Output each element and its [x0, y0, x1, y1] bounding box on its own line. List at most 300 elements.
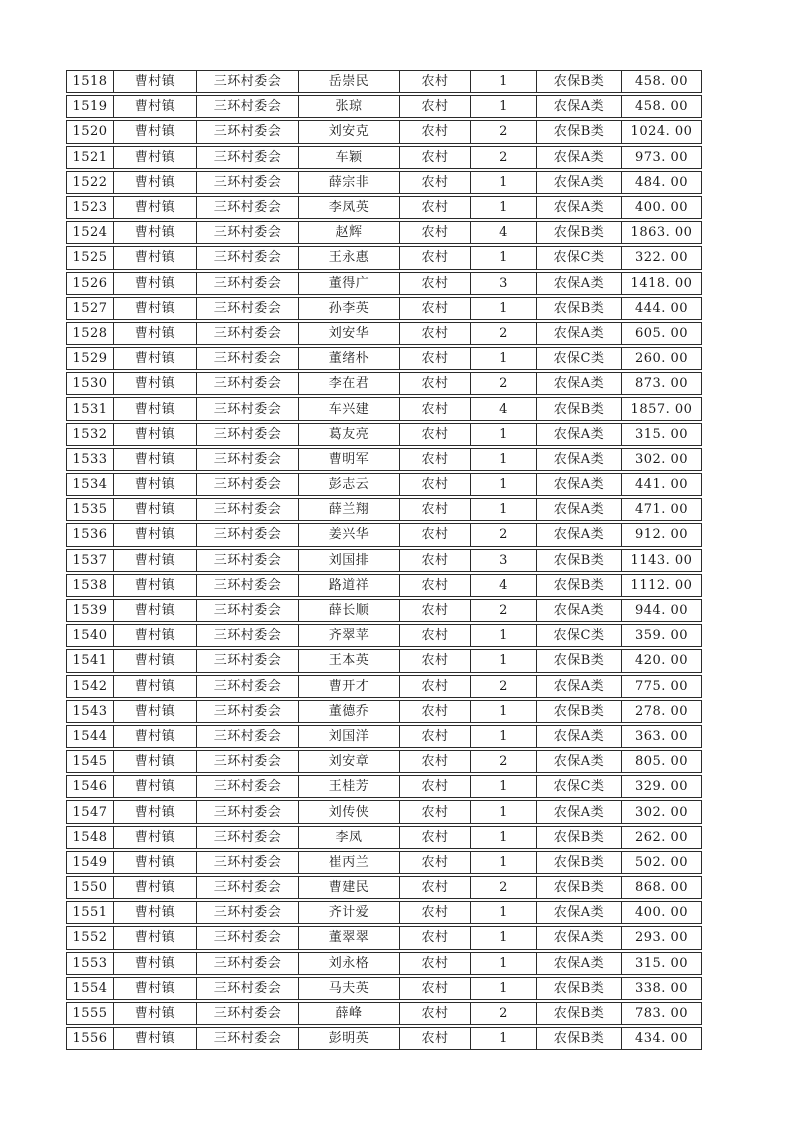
cell-residence: 农村 — [399, 222, 470, 243]
cell-category: 农保A类 — [536, 323, 621, 344]
cell-count: 1 — [470, 902, 536, 923]
cell-category: 农保B类 — [536, 575, 621, 596]
cell-residence: 农村 — [399, 424, 470, 445]
cell-town: 曹村镇 — [113, 247, 196, 268]
cell-residence: 农村 — [399, 1003, 470, 1024]
cell-name: 刘安华 — [298, 323, 399, 344]
cell-amount: 262. 00 — [621, 827, 701, 848]
cell-town: 曹村镇 — [113, 625, 196, 646]
cell-village: 三环村委会 — [196, 650, 298, 671]
cell-residence: 农村 — [399, 625, 470, 646]
cell-name: 薛长顺 — [298, 600, 399, 621]
cell-count: 2 — [470, 676, 536, 697]
cell-category: 农保B类 — [536, 550, 621, 571]
table-row — [66, 120, 702, 143]
table-row — [66, 473, 702, 496]
cell-amount: 471. 00 — [621, 499, 701, 520]
cell-amount: 278. 00 — [621, 701, 701, 722]
cell-village: 三环村委会 — [196, 121, 298, 142]
cell-name: 刘安克 — [298, 121, 399, 142]
cell-amount: 400. 00 — [621, 902, 701, 923]
cell-amount: 805. 00 — [621, 751, 701, 772]
table-row — [66, 750, 702, 773]
cell-village: 三环村委会 — [196, 298, 298, 319]
cell-residence: 农村 — [399, 902, 470, 923]
cell-amount: 315. 00 — [621, 953, 701, 974]
cell-town: 曹村镇 — [113, 852, 196, 873]
cell-village: 三环村委会 — [196, 776, 298, 797]
cell-count: 1 — [470, 701, 536, 722]
cell-town: 曹村镇 — [113, 776, 196, 797]
cell-residence: 农村 — [399, 96, 470, 117]
cell-serial: 1531 — [72, 401, 108, 417]
cell-serial: 1553 — [72, 955, 108, 971]
table-row — [66, 171, 702, 194]
cell-village: 三环村委会 — [196, 197, 298, 218]
cell-count: 1 — [470, 197, 536, 218]
cell-residence: 农村 — [399, 474, 470, 495]
cell-category: 农保A类 — [536, 373, 621, 394]
cell-category: 农保A类 — [536, 524, 621, 545]
cell-residence: 农村 — [399, 927, 470, 948]
cell-serial: 1545 — [72, 754, 108, 770]
cell-count: 2 — [470, 323, 536, 344]
cell-town: 曹村镇 — [113, 147, 196, 168]
cell-village: 三环村委会 — [196, 147, 298, 168]
cell-town: 曹村镇 — [113, 927, 196, 948]
cell-town: 曹村镇 — [113, 524, 196, 545]
cell-village: 三环村委会 — [196, 751, 298, 772]
cell-count: 3 — [470, 550, 536, 571]
cell-category: 农保A类 — [536, 424, 621, 445]
cell-town: 曹村镇 — [113, 902, 196, 923]
table-row — [66, 221, 702, 244]
cell-serial: 1547 — [72, 804, 108, 820]
cell-count: 4 — [470, 398, 536, 419]
cell-name: 李凤 — [298, 827, 399, 848]
cell-residence: 农村 — [399, 398, 470, 419]
cell-count: 3 — [470, 273, 536, 294]
cell-town: 曹村镇 — [113, 1028, 196, 1049]
cell-town: 曹村镇 — [113, 676, 196, 697]
cell-amount: 912. 00 — [621, 524, 701, 545]
cell-count: 1 — [470, 424, 536, 445]
cell-residence: 农村 — [399, 172, 470, 193]
cell-count: 1 — [470, 247, 536, 268]
cell-town: 曹村镇 — [113, 978, 196, 999]
cell-name: 葛友亮 — [298, 424, 399, 445]
cell-category: 农保B类 — [536, 1028, 621, 1049]
table-row — [66, 272, 702, 295]
cell-town: 曹村镇 — [113, 650, 196, 671]
table-row — [66, 196, 702, 219]
cell-serial: 1521 — [72, 149, 108, 165]
table-row — [66, 397, 702, 420]
cell-village: 三环村委会 — [196, 449, 298, 470]
cell-village: 三环村委会 — [196, 877, 298, 898]
cell-village: 三环村委会 — [196, 701, 298, 722]
cell-serial: 1541 — [72, 653, 108, 669]
cell-serial: 1519 — [72, 99, 108, 115]
table-row — [66, 926, 702, 949]
cell-village: 三环村委会 — [196, 323, 298, 344]
table-row — [66, 448, 702, 471]
cell-count: 2 — [470, 600, 536, 621]
cell-serial: 1533 — [72, 451, 108, 467]
cell-town: 曹村镇 — [113, 373, 196, 394]
cell-category: 农保A类 — [536, 676, 621, 697]
cell-town: 曹村镇 — [113, 751, 196, 772]
cell-residence: 农村 — [399, 449, 470, 470]
cell-category: 农保A类 — [536, 273, 621, 294]
cell-count: 1 — [470, 348, 536, 369]
cell-amount: 458. 00 — [621, 71, 701, 92]
cell-amount: 260. 00 — [621, 348, 701, 369]
cell-residence: 农村 — [399, 726, 470, 747]
cell-residence: 农村 — [399, 1028, 470, 1049]
cell-name: 曹开才 — [298, 676, 399, 697]
cell-town: 曹村镇 — [113, 323, 196, 344]
cell-town: 曹村镇 — [113, 449, 196, 470]
cell-category: 农保A类 — [536, 726, 621, 747]
cell-count: 2 — [470, 121, 536, 142]
cell-residence: 农村 — [399, 71, 470, 92]
cell-amount: 434. 00 — [621, 1028, 701, 1049]
cell-village: 三环村委会 — [196, 575, 298, 596]
cell-count: 1 — [470, 650, 536, 671]
cell-amount: 868. 00 — [621, 877, 701, 898]
cell-serial: 1518 — [72, 74, 108, 90]
cell-category: 农保A类 — [536, 801, 621, 822]
table-row — [66, 977, 702, 1000]
table-row — [66, 624, 702, 647]
cell-village: 三环村委会 — [196, 1028, 298, 1049]
cell-name: 薛宗非 — [298, 172, 399, 193]
cell-count: 1 — [470, 298, 536, 319]
cell-count: 1 — [470, 927, 536, 948]
table-row — [66, 347, 702, 370]
table-row — [66, 70, 702, 93]
table-row — [66, 549, 702, 572]
cell-residence: 农村 — [399, 650, 470, 671]
cell-category: 农保B类 — [536, 222, 621, 243]
table-row — [66, 498, 702, 521]
cell-serial: 1546 — [72, 779, 108, 795]
cell-category: 农保A类 — [536, 474, 621, 495]
cell-count: 2 — [470, 751, 536, 772]
cell-amount: 973. 00 — [621, 147, 701, 168]
cell-amount: 444. 00 — [621, 298, 701, 319]
cell-count: 1 — [470, 827, 536, 848]
cell-count: 1 — [470, 71, 536, 92]
cell-amount: 363. 00 — [621, 726, 701, 747]
cell-serial: 1523 — [72, 200, 108, 216]
cell-residence: 农村 — [399, 776, 470, 797]
cell-name: 刘传侠 — [298, 801, 399, 822]
cell-amount: 1024. 00 — [621, 121, 701, 142]
cell-count: 1 — [470, 726, 536, 747]
cell-category: 农保B类 — [536, 1003, 621, 1024]
cell-amount: 605. 00 — [621, 323, 701, 344]
cell-town: 曹村镇 — [113, 298, 196, 319]
cell-residence: 农村 — [399, 247, 470, 268]
cell-amount: 1857. 00 — [621, 398, 701, 419]
table-row — [66, 599, 702, 622]
cell-amount: 322. 00 — [621, 247, 701, 268]
cell-town: 曹村镇 — [113, 827, 196, 848]
table-row — [66, 297, 702, 320]
table-row — [66, 700, 702, 723]
cell-name: 王永惠 — [298, 247, 399, 268]
cell-town: 曹村镇 — [113, 121, 196, 142]
cell-serial: 1551 — [72, 905, 108, 921]
cell-name: 彭志云 — [298, 474, 399, 495]
cell-residence: 农村 — [399, 676, 470, 697]
cell-residence: 农村 — [399, 273, 470, 294]
cell-residence: 农村 — [399, 373, 470, 394]
cell-residence: 农村 — [399, 751, 470, 772]
cell-name: 曹明军 — [298, 449, 399, 470]
cell-name: 彭明英 — [298, 1028, 399, 1049]
cell-name: 马夫英 — [298, 978, 399, 999]
cell-category: 农保C类 — [536, 348, 621, 369]
cell-residence: 农村 — [399, 348, 470, 369]
cell-serial: 1520 — [72, 124, 108, 140]
cell-residence: 农村 — [399, 978, 470, 999]
cell-serial: 1536 — [72, 527, 108, 543]
cell-village: 三环村委会 — [196, 273, 298, 294]
cell-category: 农保A类 — [536, 449, 621, 470]
table-row — [66, 649, 702, 672]
cell-serial: 1548 — [72, 829, 108, 845]
table-row — [66, 1002, 702, 1025]
cell-village: 三环村委会 — [196, 953, 298, 974]
cell-count: 1 — [470, 978, 536, 999]
table-row — [66, 952, 702, 975]
cell-count: 4 — [470, 222, 536, 243]
table-row — [66, 95, 702, 118]
cell-amount: 329. 00 — [621, 776, 701, 797]
cell-village: 三环村委会 — [196, 524, 298, 545]
cell-town: 曹村镇 — [113, 499, 196, 520]
cell-village: 三环村委会 — [196, 398, 298, 419]
cell-village: 三环村委会 — [196, 1003, 298, 1024]
cell-name: 赵辉 — [298, 222, 399, 243]
table-row — [66, 725, 702, 748]
cell-town: 曹村镇 — [113, 474, 196, 495]
cell-village: 三环村委会 — [196, 726, 298, 747]
cell-town: 曹村镇 — [113, 348, 196, 369]
cell-amount: 338. 00 — [621, 978, 701, 999]
cell-village: 三环村委会 — [196, 424, 298, 445]
table-row — [66, 800, 702, 823]
cell-category: 农保A类 — [536, 96, 621, 117]
cell-name: 齐翠苹 — [298, 625, 399, 646]
cell-town: 曹村镇 — [113, 726, 196, 747]
table-row — [66, 246, 702, 269]
cell-count: 1 — [470, 625, 536, 646]
table-row — [66, 1027, 702, 1050]
cell-amount: 1418. 00 — [621, 273, 701, 294]
cell-serial: 1527 — [72, 300, 108, 316]
cell-town: 曹村镇 — [113, 96, 196, 117]
cell-town: 曹村镇 — [113, 172, 196, 193]
cell-name: 姜兴华 — [298, 524, 399, 545]
cell-serial: 1528 — [72, 325, 108, 341]
cell-amount: 502. 00 — [621, 852, 701, 873]
cell-name: 齐计爱 — [298, 902, 399, 923]
table-row — [66, 775, 702, 798]
cell-amount: 873. 00 — [621, 373, 701, 394]
table-row — [66, 826, 702, 849]
cell-village: 三环村委会 — [196, 348, 298, 369]
cell-town: 曹村镇 — [113, 273, 196, 294]
cell-residence: 农村 — [399, 121, 470, 142]
cell-name: 刘安章 — [298, 751, 399, 772]
cell-town: 曹村镇 — [113, 424, 196, 445]
table-row — [66, 423, 702, 446]
cell-count: 1 — [470, 953, 536, 974]
cell-residence: 农村 — [399, 600, 470, 621]
cell-town: 曹村镇 — [113, 953, 196, 974]
cell-count: 2 — [470, 877, 536, 898]
cell-serial: 1526 — [72, 275, 108, 291]
cell-village: 三环村委会 — [196, 172, 298, 193]
cell-amount: 400. 00 — [621, 197, 701, 218]
cell-serial: 1524 — [72, 225, 108, 241]
cell-town: 曹村镇 — [113, 701, 196, 722]
cell-count: 1 — [470, 474, 536, 495]
cell-category: 农保B类 — [536, 827, 621, 848]
cell-category: 农保B类 — [536, 877, 621, 898]
cell-village: 三环村委会 — [196, 499, 298, 520]
cell-residence: 农村 — [399, 877, 470, 898]
table-row — [66, 322, 702, 345]
cell-serial: 1540 — [72, 628, 108, 644]
cell-count: 2 — [470, 373, 536, 394]
cell-amount: 1863. 00 — [621, 222, 701, 243]
table-row — [66, 901, 702, 924]
cell-serial: 1532 — [72, 426, 108, 442]
cell-amount: 441. 00 — [621, 474, 701, 495]
cell-residence: 农村 — [399, 323, 470, 344]
cell-category: 农保A类 — [536, 600, 621, 621]
cell-name: 车兴建 — [298, 398, 399, 419]
cell-name: 孙李英 — [298, 298, 399, 319]
cell-residence: 农村 — [399, 701, 470, 722]
cell-category: 农保C类 — [536, 625, 621, 646]
cell-village: 三环村委会 — [196, 474, 298, 495]
cell-category: 农保A类 — [536, 902, 621, 923]
cell-category: 农保A类 — [536, 751, 621, 772]
cell-category: 农保C类 — [536, 247, 621, 268]
cell-name: 王本英 — [298, 650, 399, 671]
cell-village: 三环村委会 — [196, 600, 298, 621]
cell-category: 农保B类 — [536, 298, 621, 319]
cell-amount: 302. 00 — [621, 449, 701, 470]
cell-serial: 1525 — [72, 250, 108, 266]
cell-serial: 1535 — [72, 502, 108, 518]
cell-village: 三环村委会 — [196, 550, 298, 571]
cell-count: 1 — [470, 852, 536, 873]
table-row — [66, 574, 702, 597]
cell-count: 1 — [470, 96, 536, 117]
cell-town: 曹村镇 — [113, 222, 196, 243]
cell-village: 三环村委会 — [196, 96, 298, 117]
table-row — [66, 851, 702, 874]
cell-serial: 1542 — [72, 678, 108, 694]
cell-residence: 农村 — [399, 147, 470, 168]
cell-name: 董绪朴 — [298, 348, 399, 369]
cell-name: 刘国排 — [298, 550, 399, 571]
cell-serial: 1550 — [72, 880, 108, 896]
table-row — [66, 675, 702, 698]
cell-category: 农保A类 — [536, 172, 621, 193]
cell-category: 农保C类 — [536, 776, 621, 797]
cell-serial: 1534 — [72, 477, 108, 493]
cell-amount: 420. 00 — [621, 650, 701, 671]
cell-amount: 458. 00 — [621, 96, 701, 117]
cell-name: 刘永格 — [298, 953, 399, 974]
cell-category: 农保B类 — [536, 121, 621, 142]
cell-category: 农保B类 — [536, 701, 621, 722]
cell-count: 1 — [470, 801, 536, 822]
table-row — [66, 523, 702, 546]
cell-name: 李凤英 — [298, 197, 399, 218]
cell-name: 路道祥 — [298, 575, 399, 596]
cell-village: 三环村委会 — [196, 247, 298, 268]
cell-serial: 1522 — [72, 174, 108, 190]
cell-amount: 775. 00 — [621, 676, 701, 697]
cell-village: 三环村委会 — [196, 71, 298, 92]
cell-count: 2 — [470, 147, 536, 168]
cell-amount: 944. 00 — [621, 600, 701, 621]
cell-count: 2 — [470, 524, 536, 545]
cell-amount: 293. 00 — [621, 927, 701, 948]
cell-name: 王桂芳 — [298, 776, 399, 797]
cell-town: 曹村镇 — [113, 877, 196, 898]
cell-count: 1 — [470, 1028, 536, 1049]
cell-category: 农保B类 — [536, 978, 621, 999]
cell-name: 董德乔 — [298, 701, 399, 722]
cell-serial: 1543 — [72, 703, 108, 719]
cell-serial: 1529 — [72, 351, 108, 367]
cell-town: 曹村镇 — [113, 600, 196, 621]
pension-roster-table — [66, 70, 702, 1052]
cell-town: 曹村镇 — [113, 575, 196, 596]
cell-amount: 783. 00 — [621, 1003, 701, 1024]
cell-category: 农保A类 — [536, 197, 621, 218]
cell-residence: 农村 — [399, 550, 470, 571]
cell-category: 农保A类 — [536, 927, 621, 948]
cell-residence: 农村 — [399, 801, 470, 822]
cell-category: 农保B类 — [536, 650, 621, 671]
cell-village: 三环村委会 — [196, 902, 298, 923]
cell-town: 曹村镇 — [113, 398, 196, 419]
cell-amount: 484. 00 — [621, 172, 701, 193]
cell-category: 农保B类 — [536, 852, 621, 873]
cell-name: 薛兰翔 — [298, 499, 399, 520]
cell-village: 三环村委会 — [196, 852, 298, 873]
cell-category: 农保A类 — [536, 147, 621, 168]
cell-village: 三环村委会 — [196, 927, 298, 948]
cell-town: 曹村镇 — [113, 71, 196, 92]
table-row — [66, 876, 702, 899]
cell-residence: 农村 — [399, 298, 470, 319]
cell-category: 农保A类 — [536, 499, 621, 520]
cell-category: 农保A类 — [536, 953, 621, 974]
cell-village: 三环村委会 — [196, 801, 298, 822]
